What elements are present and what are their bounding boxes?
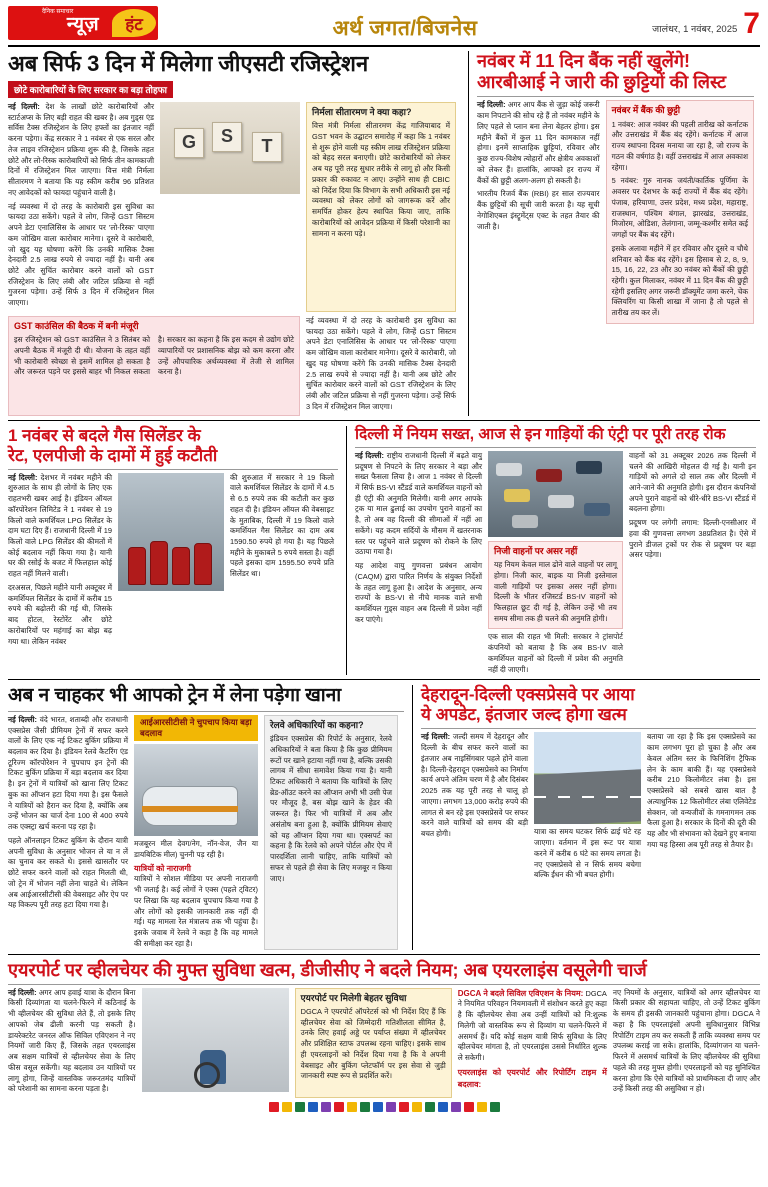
story7-col1 — [8, 988, 136, 1098]
story2-headline-1: नवंबर में 11 दिन बैंक नहीं खुलेंगे! — [477, 51, 691, 71]
story-gst-registration — [8, 51, 460, 416]
story7-sub2-head: एयरलाइंस को एयरपोर्ट और रिपोर्टिंग टाइम में बदलाव: — [457, 1067, 607, 1089]
story4-headline: दिल्ली में नियम सख्त, आज से इन गाड़ियों की एंट्री पर पूरी तरह रोक — [355, 425, 726, 443]
story6-headline-2: ये अपडेट, इंतजार जल्द होगा खत्म — [421, 705, 627, 725]
story5-body-1: वंदे भारत, शताब्दी और राजधानी एक्सप्रेस जैसी प्रीमियम ट्रेनों में सफर करने वालों के लिए एक नई टिकट बुकिंग प्रक्रिया में बदलाव कर दिया है। इंडियन रेलवे कैटरिंग एंड टूरिज्म कॉरपोरेशन ने चुपचाप इन ट्रेनों की टिकट बुकिंग प्रक्रिया में बड़ा बदलाव कर दिया है। इन ट्रेनों में यात्रियों को खाना लिए टिकट बुक का ऑप्शन हटा दिया गया है। इस फैसले ने यात्रियों को हैरान कर दिया है, क्योंकि अब उन्हें भोजन का चार्ज देना 100 से 400 रुपये तक एक्स्ट्रा खर्च करना पड़ रहा है। — [8, 714, 129, 832]
story5-dateline: नई दिल्ली: — [8, 714, 38, 724]
train-stripe — [142, 806, 238, 812]
story7-content — [8, 988, 760, 1098]
logo-word-2: हंट — [125, 14, 143, 34]
story1-sidebar1-head: निर्मला सीतारमण ने क्या कहा? — [312, 106, 412, 117]
story1-upper — [8, 102, 460, 312]
newspaper-logo — [8, 6, 158, 40]
story1-sidebar2-body: इस रजिस्ट्रेशन को GST काउंसिल ने 3 सितंबर को अपनी बैठक में मंजूरी दी थी। योजना के तहत वहीं भी कारोबारी स्वेच्छा से इसमें शामिल हो सकता है और जरूरत पड़ने पर इससे बाहर भी निकल सकता है। सरकार का कहना है कि इस कदम से उद्योग छोटे व्यापारियों पर प्रशासनिक बोझ को कम करना और उन्हें औपचारिक अर्थव्यवस्था में तेजी से शामिल करना है। — [14, 335, 294, 377]
story5-content — [8, 715, 404, 950]
story5-mid — [134, 715, 258, 950]
story1-sidebar1-body: वित्त मंत्री निर्मला सीतारमण केंद्र गाजियाबाद में GST भवन के उद्घाटन समारोह में कहा कि 1 नवंबर से शुरू होने वाली यह स्कीम लाख रजिस्ट्रेशन प्रक्रिया को बेहद सरल बनाएगी। छोटे कारोबारियों को लेकर अब यह पूरी तरह सुधार तरीके से लागू हो और किसी प्रकार की रुकावट न आए। उन्होंने साथ ही CBIC को निर्देश दिया कि विभाग के सभी अधिकारी इस नई व्यवस्था को लेकर लोगों को जागरूक करें और समर्पित होकर हेल्प स्थापित किया जाए, ताकि कारोबारियों को आवेदन प्रक्रिया में किसी परेशानी का सामना न करना पड़े। — [312, 121, 450, 238]
story7-box-head: एयरपोर्ट पर मिलेगी बेहतर सुविधा — [300, 992, 407, 1003]
story6-dateline: नई दिल्ली: — [421, 732, 451, 742]
story3-content — [8, 473, 338, 651]
road-lane-marking — [534, 796, 641, 798]
story3-headline-2: रेट, एलपीजी के दामों में हुई कटौती — [8, 445, 218, 465]
color-registration-marks — [8, 1098, 760, 1112]
story-wheelchair-charge — [8, 960, 760, 1099]
story5-body-2: पहले ऑनलाइन टिकट बुकिंग के दौरान यात्री अपनी सुविधा के अनुसार भोजन ले या न लें का चुनाव कर सकते थे। इससे खासतौर पर छोटे सफर करने वालों को राहत मिलती थी, जो ट्रेन में भोजन नहीं लेना चाहते थे। लेकिन अब आईआरसीटीसी की वेबसाइट और ऐप पर यह विकल्प पूरी तरह हटा दिया गया है। — [8, 835, 128, 910]
story5-sub1-body: यात्रियों ने सोशल मीडिया पर अपनी नाराजगी भी जताई है। कई लोगों ने एक्स (पहले ट्विटर) पर लिखा कि यह बदलाव चुपचाप किया गया है और लोगों को इसकी जानकारी तक नहीं दी गई। यह मामला रेल मंत्रालय तक भी पहुंचा है। इसके जवाब में रेलवे ने कहा है कि वह मामले की समीक्षा कर रहा है। — [134, 874, 258, 948]
story7-sub-body: DGCA ने नियमित परिवहन नियमावली में संशोधन करते हुए कहा है कि व्हीलचेयर सेवा अब उन्हीं यात्रियों को नि:शुल्क मिलेगी जो वास्तविक रूप से दिव्यांग या चलने-फिरने में असमर्थ हैं। यदि कोई सक्षम यात्री सिर्फ सुविधा के लिए व्हीलचेयर मांगता है, तो एयरलाइंस उससे निर्धारित शुल्क ले सकेगी। — [457, 988, 607, 1063]
story7-box-body: DGCA ने एयरपोर्ट ऑपरेटर्स को भी निर्देश दिए हैं कि व्हीलचेयर सेवा को जिम्मेदारी गतिशीलता सीमित है, उनके लिए हवाई अड्डे पर पर्याप्त संख्या में व्हीलचेयर और प्रशिक्षित स्टाफ उपलब्ध रहना चाहिए। इसके साथ ही एयरलाइनों को निर्देश दिया गया है कि वे अपनी वेबसाइट और बुकिंग प्लेटफॉर्म पर इस सेवा से जुड़ी जानकारी स्पष्ट रूप से प्रदर्शित करें। — [300, 1006, 446, 1081]
logo-word-1: न्यूज़ — [66, 14, 100, 35]
wheelchair-photo — [142, 988, 289, 1092]
third-band — [8, 685, 760, 954]
story7-headline: एयरपोर्ट पर व्हीलचेयर की मुफ्त सुविधा खत्म, डीजीसीए ने बदले नियम; अब एयरलाइंस वसूलेगी चार्ज — [8, 959, 647, 980]
story2-dateline: नई दिल्ली: — [477, 100, 506, 110]
story7-photo-wrap — [142, 988, 289, 1098]
story6-col1 — [421, 732, 528, 881]
story7-sub-head: DGCA ने बदले सिविल एविएशन के नियम: — [457, 988, 584, 998]
gst-photo: G S T — [160, 102, 300, 194]
story4-body-3: एक साल की राहत भी मिली: सरकार ने ट्रांसपोर्ट कंपनियों को बताया है कि अब BS-IV वाले कमर्शियल वाहनों को दिल्ली में प्रवेश की अनुमति नहीं दी जाएगी। — [488, 632, 623, 674]
story1-sidebar-2 — [8, 316, 300, 416]
story7-col5 — [613, 988, 760, 1098]
story3-dateline: नई दिल्ली: — [8, 472, 38, 482]
story7-col4 — [458, 988, 607, 1098]
story4-body-4: वाहनों को 31 अक्टूबर 2026 तक दिल्ली में चलने की आखिरी मोहलत दी गई है। यानी इन गाड़ियों को अगले दो साल तक और दिल्ली में आने-जाने की अनुमति होगी। इस दौरान कंपनियों अपने पुराने वाहनों को धीरे-धीरे BS-VI स्टैंडर्ड में बदलना होगा। — [628, 450, 756, 514]
story4-box-body: यह नियम केवल माल ढोने वाले वाहनों पर लागू होगा। निजी कार, बाइक या निजी इस्तेमाल वाली गाड़ियों पर इसका असर नहीं होगा। दिल्ली के भीतर रजिस्टर्ड BS-IV वाहनों को फिलहाल छूट दी गई है, लेकिन उन्हें भी तय समय सीमा तक ही चलने की अनुमति होगी। — [494, 560, 617, 623]
story-dehradun-expressway — [412, 685, 756, 949]
second-band — [8, 426, 760, 681]
lpg-cylinder-photo — [118, 473, 224, 591]
story7-sub2-body: नए नियमों के अनुसार, यात्रियों को अगर व्हीलचेयर या किसी प्रकार की सहायता चाहिए, तो उन्हें टिकट बुकिंग के समय ही इसकी जानकारी पहुंचाना होगा। DGCA ने कहा है कि एयरलाइंसों अपनी सुविधानुसार विभिन्न रिपोर्टिंग टाइम तय कर सकती हैं ताकि व्यवस्था समय पर उपलब्ध कराई जा सके। हालांकि, दिव्यांगजन या चलने-फिरने में असमर्थ यात्रियों के लिए व्हीलचेयर की सुविधा पहले की तरह मुफ्त होगी। एयरलाइनों को यह सुनिश्चित करना होगा कि ऐसे यात्रियों को प्राथमिकता दी जाए और उन्हें किसी तरह की असुविधा न हो। — [612, 987, 760, 1094]
story2-text — [477, 100, 600, 323]
story4-box-head: निजी वाहनों पर असर नहीं — [494, 545, 578, 556]
story4-private-box — [488, 541, 623, 630]
story1-col1 — [8, 102, 154, 312]
story2-holiday-box — [606, 100, 754, 323]
logo-art — [8, 6, 158, 40]
wheelchair-wheel — [194, 1062, 220, 1088]
story1-body-3: नई व्यवस्था में दो तरह के कारोबारी इस सुविधा का फायदा उठा सकेंगे। पहले वे लोग, जिन्हें GST सिस्टम अपने डेटा एनालिसिस के आधार पर 'लो-रिस्क' पाएगा कम जोखिम वाला कारोबार मानेगा। दूसरे वे कारोबारी, जो खुद यह घोषणा करेंगे कि उनकी मासिक टैक्स देनदारी 2.5 लाख रुपये से ज्यादा नहीं है। यानी अब छोटे और सुचिंत कारोबार करने वालों को GST रजिस्ट्रेशन के लिए लंबी और जटिल प्रक्रिया से नहीं गुजरना पड़ेगा। उन्हें सिर्फ 3 दिन में रजिस्ट्रेशन मिल जाएगा। — [306, 315, 456, 411]
story1-headline: अब सिर्फ 3 दिन में मिलेगा जीएसटी रजिस्ट्रेशन — [8, 51, 369, 76]
story3-col3 — [230, 473, 334, 651]
page-number: 7 — [743, 7, 760, 40]
story1-body-2: नई व्यवस्था में दो तरह के कारोबारी इस सुविधा का फायदा उठा सकेंगे। पहले वे लोग, जिन्हें GST सिस्टम अपने डेटा एनालिसिस के आधार पर 'लो-रिस्क' पाएगा कम जोखिम वाला कारोबार मानेगा। दूसरे वे कारोबारी, जो खुद यह घोषणा करेंगे कि उनकी मासिक टैक्स देनदारी 2.5 लाख रुपये से ज्यादा नहीं है। यानी अब छोटे और सुचिंत कारोबार करने वालों को GST रजिस्ट्रेशन के लिए लंबी और जटिल प्रक्रिया से नहीं गुजरना पड़ेगा। उन्हें सिर्फ 3 दिन में रजिस्ट्रेशन मिल जाएगा। — [8, 201, 154, 308]
story6-col3 — [647, 732, 756, 881]
story4-col3 — [629, 451, 756, 676]
story2-box-head: नवंबर में बैंक की छुट्टी — [611, 105, 681, 116]
story1-lower — [8, 316, 460, 416]
story5-col1 — [8, 715, 128, 950]
story5-sub1-head: यात्रियों को नाराजगी — [134, 864, 191, 874]
story1-sidebar2-head: GST काउंसिल की बैठक में बनी मंजूरी — [14, 320, 139, 331]
story5-railway-box — [264, 715, 398, 950]
story-delhi-vehicle-ban — [346, 426, 756, 676]
story4-content — [355, 451, 756, 676]
story2-body-2: भारतीय रिजर्व बैंक (RBI) हर साल राज्यवार बैंक छुट्टियों की सूची जारी करता है। यह सूची नेगोशिएबल इंस्ट्रूमेंट्स एक्ट के तहत तैयार की जाती है। — [477, 189, 600, 231]
story5-kicker: आईआरसीटीसी ने चुपचाप किया बड़ा बदलाव — [134, 715, 258, 741]
story7-facility-box — [295, 988, 452, 1098]
story1-col-extra — [306, 316, 456, 416]
story2-headline-2: आरबीआई ने जारी की छुट्टियों की लिस्ट — [477, 72, 727, 93]
expressway-photo — [534, 732, 641, 824]
traffic-photo — [488, 451, 623, 537]
story5-headline: अब न चाहकर भी आपको ट्रेन में लेना पड़ेगा खाना — [8, 685, 342, 707]
story3-col1 — [8, 473, 112, 651]
story2-box-item-2: इसके अलावा महीने में हर रविवार और दूसरे व चौथे शनिवार को बैंक बंद रहेंगे। इस हिसाब से 2, 8, 9, 15, 16, 22, 23 और 30 नवंबर को बैंकों की छुट्टी रहेगी। कुल मिलाकर, नवंबर में 11 दिन बैंक की छुट्टी रहेगी इसलिए अगर जरूरी डॉक्यूमेंट जमा करने, चेक क्लियरिंग या किसी शाखा में जाना है तो पहले से तारीख तय कर लें। — [611, 243, 748, 318]
story2-box-item-1: 5 नवंबर: गुरु नानक जयंती/कार्तिक पूर्णिमा के अवसर पर देशभर के कई राज्यों में बैंक बंद रहेंगे। पंजाब, हरियाणा, उत्तर प्रदेश, मध्य प्रदेश, महाराष्ट्र, राजस्थान, पश्चिम बंगाल, झारखंड, उत्तराखंड, मिजोरम, ओडिशा, तेलंगाना, जम्मू-कश्मीर समेत कई जगहों पर बैंक बंद रहेंगे। — [611, 176, 748, 240]
story5-box-body: इंडियन एक्सप्रेस की रिपोर्ट के अनुसार, रेलवे अधिकारियों ने बता किया है कि कुछ प्रीमियम रूटों पर खाने हटाया नहीं गया है, बल्कि उसकी लागब में सीधा समावेश किया गया है। यानी टिकट अधिकारी ने बताया कि यात्रियों के लिए ब्रेड-ऑउट करने का ऑप्शन अभी भी उसी पेज पर मौजूद है, बस बोझ खाने के हेडर की जरूरत है। फिर भी यात्रियों में अब और असंतोष बना हुआ है, क्योंकि प्रीमियम सेवाएं को यह ऑप्शन दिया गया था। एक्सपर्ट का कहना है कि रेलवे को अपने पोर्टल और ऐप में पारदर्शिता लानी चाहिए, ताकि यात्रियों को सफर से पहले ही सेवा के लिए मजबूर न किया जाए। — [270, 734, 392, 883]
story-bank-holidays — [468, 51, 754, 416]
story4-dateline: नई दिल्ली: — [355, 450, 384, 460]
story-irctc-meal — [8, 685, 404, 949]
story6-body-2: बताया जा रहा है कि इस एक्सप्रेसवे का काम लगभग पूरा हो चुका है और अब केवल अंतिम स्तर के फिनिशिंग ट्रैफिक लेन के काम बाकी हैं। यह एक्सप्रेसवे करीब 210 किलोमीटर लंबा है। इस एक्सप्रेसवे को सबसे खास बात है अत्याधुनिक 12 किलोमीटर लंबा एलिवेटेड सेक्शन, जो वन्यजीवों के गमनागमन तक फैला हुआ है। सरकार के दिनों की दूरी की यह और भी संभावना को देखने हुए बनाया गया यह हिस्सा अब पूरी तरह से तैयार है। — [647, 732, 756, 849]
story4-body-5: प्रदूषण पर लगेगी लगाम: दिल्ली-एनसीआर में हवा की गुणवत्ता लगभग 38प्रतिशत है। ऐसे में पुराने डीजल ट्रकों पर रोक से प्रदूषण पर बड़ा असर पड़ेगा। — [628, 518, 756, 560]
story3-headline-1: 1 नवंबर से बदले गैस सिलेंडर के — [8, 425, 201, 445]
section-title: अर्थ जगत/बिजनेस — [332, 17, 478, 40]
story3-body-3: की शुरुआत में सरकार ने 19 किलो वाले कमर्शियल सिलेंडर के दामों में 4.5 से 6.5 रुपये तक की कटौती कर कुछ राहत दी है। इंडियन ऑयल की वेबसाइट के मुताबिक, दिल्ली में 19 किलो वाले कमर्शियल गैस सिलेंडर का दाम अब 1590.50 रुपये हो गया है। यह पिछले महीने के मुकाबले 5 रुपये सस्ता है। वहीं पहले इसका दाम 1595.50 रुपये प्रति सिलेंडर था। — [230, 472, 334, 579]
story3-body-2: दरअसल, पिछले महीने यानी अक्टूबर में कमर्शियल सिलेंडर के दामों में करीब 15 रुपये की बढ़ोतरी की गई थी, जिसके बाद होटल, रेस्टोरेंट और छोटे कारोबारियों पर महंगाई का बोझ बढ़ गया था। लेकिन नवंबर — [8, 582, 112, 646]
story3-body-1: देशभर में नवंबर महीने की शुरुआत के साथ ही लोगों के लिए एक राहतभरी खबर आई है। इंडियन ऑयल कॉरपोरेशन लिमिटेड ने 1 नवंबर से 19 किलो वाले कमर्शियल LPG सिलेंडर के दाम घटा दिए हैं। राजधानी दिल्ली में 19 किलो वाले LPG सिलेंडर की कीमतों में कोई बदलाव नहीं किया गया है। यानी घर की रसोई के बजट में फिलहाल कोई राहत नहीं मिलने वाली। — [8, 472, 112, 579]
story1-body-1: देश के लाखों छोटे कारोबारियों और स्टार्टअप्स के लिए बड़ी राहत की खबर है। अब गुड्स एंड सर्विस टैक्स रजिस्ट्रेशन के लिए हफ्तों का इंतजार नहीं करना पड़ेगा। केंद्र सरकार ने 1 नवंबर से एक सरल और तेज लाइव रजिस्ट्रेशन प्रक्रिया शुरू की है, जिसके तहत छोटे और लो-रिस्क कारोबारियों को सिर्फ तीन कामकाजी दिनों में रजिस्ट्रेशन मिल जाएगा। वित्त मंत्री निर्मला सीतारमण ने बताया कि यह स्कीम करीब 96 प्रतिशत नए आवेदकों को फायदा पहुंचाने वाली है। — [8, 101, 154, 197]
story5-sub2: मजबूरन मील देवग/नेग, नॉन-वेज, जैन या डायबिटिक मील) चुननी पड़ रही है। — [134, 838, 258, 859]
edition-date: जालंधर, 1 नवंबर, 2025 — [652, 24, 738, 35]
story4-mid — [488, 451, 623, 676]
logo-bubble — [112, 9, 156, 37]
story-lpg-price — [8, 426, 338, 676]
train-photo — [134, 744, 258, 836]
story4-col1 — [355, 451, 482, 676]
story4-body-2: यह आदेश वायु गुणवत्ता प्रबंधन आयोग (CAQM) द्वारा पारित निर्णय के संयुक्त निर्देशों के तहत लागू हुआ है। आदेश के अनुसार, अन्य राज्यों के BS-VI से नीचे मानक वाले सभी कमर्शियल गुड्स वाहन अब दिल्ली में प्रवेश नहीं कर पाएंगे। — [355, 561, 483, 624]
story4-body-1: राष्ट्रीय राजधानी दिल्ली में बढ़ते वायु प्रदूषण से निपटने के लिए सरकार ने बड़ा और सख्त फैसला लिया है। आज 1 नवंबर से दिल्ली में सिर्फ BS-VI स्टैंडर्ड वाले कमर्शियल वाहनों को ही एंट्री की अनुमति मिलेगी। यानी अगर आपके ट्रक या माल ढुलाई का उपयोग पुराने वाहनों का है, तो अब वह दिल्ली की सीमाओं में नहीं आ सकेंगे। यह कदम सर्दियों के मौसम में खतरनाक स्तर पर पहुंचने वाले प्रदूषण को रोकने के लिए उठाया गया है। — [355, 450, 483, 557]
masthead — [8, 6, 760, 47]
story2-body-wrap — [477, 100, 754, 323]
story6-content — [421, 732, 756, 881]
story6-mid — [534, 732, 641, 881]
top-band — [8, 51, 760, 421]
story1-sidebar-1 — [306, 102, 456, 312]
logo-tagline: दैनिक समाचार — [42, 9, 74, 15]
masthead-right — [652, 6, 760, 39]
story6-body-3: यात्रा का समय घटकर सिर्फ ढाई घंटे रह जाएगा। वर्तमान में इस रूट पर यात्रा करने में करीब 6 घंटे का समय लगता है। नए एक्सप्रेसवे से न सिर्फ समय बचेगा बल्कि ईंधन की भी बचत होगी। — [534, 827, 641, 880]
story1-dateline: नई दिल्ली: — [8, 101, 40, 111]
story1-kicker: छोटे कारोबारियों के लिए सरकार का बड़ा तोहफा — [8, 81, 173, 98]
story6-body-1: जल्दी समय में देहरादून और दिल्ली के बीच सफर करने वालों का इंतजार अब नाइसिंगबार पहले होने वाला है। दिल्ली-देहरादून एक्सप्रेसवे का निर्माण कार्य अपने अंतिम चरण में है और दिसंबर 2025 तक यह पूरी तरह से चालू हो जाएगा। लगभग 13,000 करोड़ रुपये की लागत से बन रहे इस एक्सप्रेसवे पर सफर करने वाले यात्रियों को समय की बड़ी बचत होगी। — [421, 732, 528, 839]
story7-body-1: अगर आप हवाई यात्रा के दौरान बिना किसी दिव्यांगता या चलने-फिरने में कठिनाई के भी व्हीलचेयर की सुविधा लेते हैं, तो इसके लिए आपको जेब ढीली करनी पड़ सकती है। डायरेक्टरेट जनरल ऑफ सिविल एविएशन ने नए नियमों जारी किए हैं, जिसके तहत एयरलाइंस अब सक्षम यात्रियों से व्हीलचेयर सेवा के लिए फीस वसूल सकेंगी। यह बदलाव उन यात्रियों पर लागू होगा, जिन्हें वास्तविक जरूरतमंद यात्रियों को परेशानी का सामना करना पड़ता है। — [8, 987, 136, 1094]
story6-headline-1: देहरादून-दिल्ली एक्सप्रेसवे पर आया — [421, 685, 635, 705]
story2-box-item-0: 1 नवंबर: आज नवंबर की पहली तारीख को कर्नाटक और उत्तराखंड में बैंक बंद रहेंगे। कर्नाटक में आज राज्य स्थापना दिवस मनाया जा रहा है, जो राज्य के गठन की वर्षगांठ है। वहीं उत्तराखंड में आज अवकाश रहेगा। — [611, 119, 748, 172]
story5-box-head: रेलवे अधिकारियों का कहना? — [270, 719, 364, 730]
story7-dateline: नई दिल्ली: — [8, 987, 37, 997]
story3-photo-wrap — [118, 473, 224, 651]
story2-body-1: अगर आप बैंक से जुड़ा कोई जरूरी काम निपटाने की सोच रहे हैं तो नवंबर महीने के लिए पहले से प्लान बना लेना बेहतर होगा। इस महीने बैंकों में कुल 11 दिन कामकाज नहीं होगा। इनमें साप्ताहिक छुट्टियां, रविवार और कुछ राज्य-विशेष त्योहारों और क्षेत्रीय अवकाशों को लेकर हैं। हालांकि, आपको हर राज्य में बैंकों की छुट्टी अलग-अलग हो सकती है। — [477, 100, 600, 185]
story1-photo-wrap — [160, 102, 300, 312]
